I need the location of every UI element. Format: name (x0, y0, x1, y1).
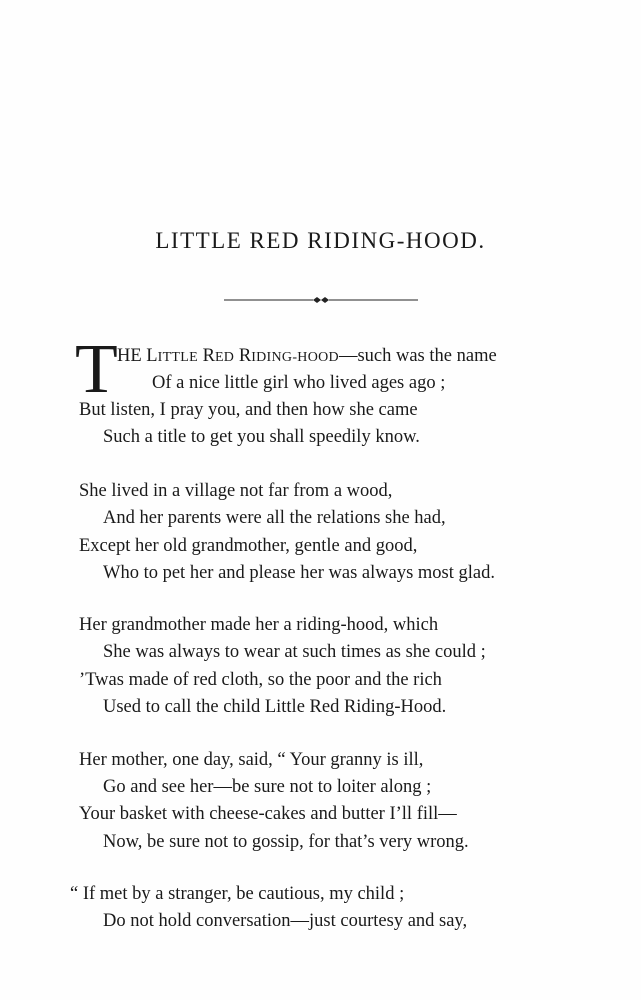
first-line-little: LITTLE (146, 346, 198, 366)
poem-line: Go and see her—be sure not to loiter along ; (103, 777, 432, 797)
first-line-he: HE (117, 346, 142, 366)
poem-line: “ If met by a stranger, be cautious, my child ; (70, 884, 405, 904)
poem-line: Her mother, one day, said, “ Your granny is ill, (79, 750, 424, 770)
poem-line: Used to call the child Little Red Riding-Hood. (103, 697, 447, 717)
poem-line: Your basket with cheese-cakes and butter I’ll fill— (79, 804, 457, 824)
poem-line: Except her old grandmother, gentle and good, (79, 536, 418, 556)
poem-line: She lived in a village not far from a wood, (79, 481, 393, 501)
poem-line: But listen, I pray you, and then how she came (79, 400, 418, 420)
first-line-red: RED (202, 346, 235, 366)
ornamental-rule (0, 290, 641, 310)
poem-line: Such a title to get you shall speedily know. (103, 427, 420, 447)
first-line-riding-hood: RIDING-HOOD (238, 346, 339, 366)
poem-line: Who to pet her and please her was always most glad. (103, 563, 495, 583)
poem-line: Her grandmother made her a riding-hood, which (79, 615, 439, 635)
page-title: LITTLE RED RIDING-HOOD. (155, 228, 486, 253)
first-line (117, 344, 497, 370)
first-line-rest: —such was the name (338, 346, 497, 366)
poem-line: Of a nice little girl who lived ages ago ; (152, 373, 446, 393)
poem-line: Do not hold conversation—just courtesy and say, (103, 911, 468, 931)
drop-cap: T (75, 331, 118, 408)
poem-line: And her parents were all the relations she had, (103, 508, 446, 528)
poem-line: Now, be sure not to gossip, for that’s very wrong. (103, 832, 469, 852)
poem-line: ’Twas made of red cloth, so the poor and the rich (79, 670, 442, 690)
poem-line: She was always to wear at such times as she could ; (103, 642, 486, 662)
